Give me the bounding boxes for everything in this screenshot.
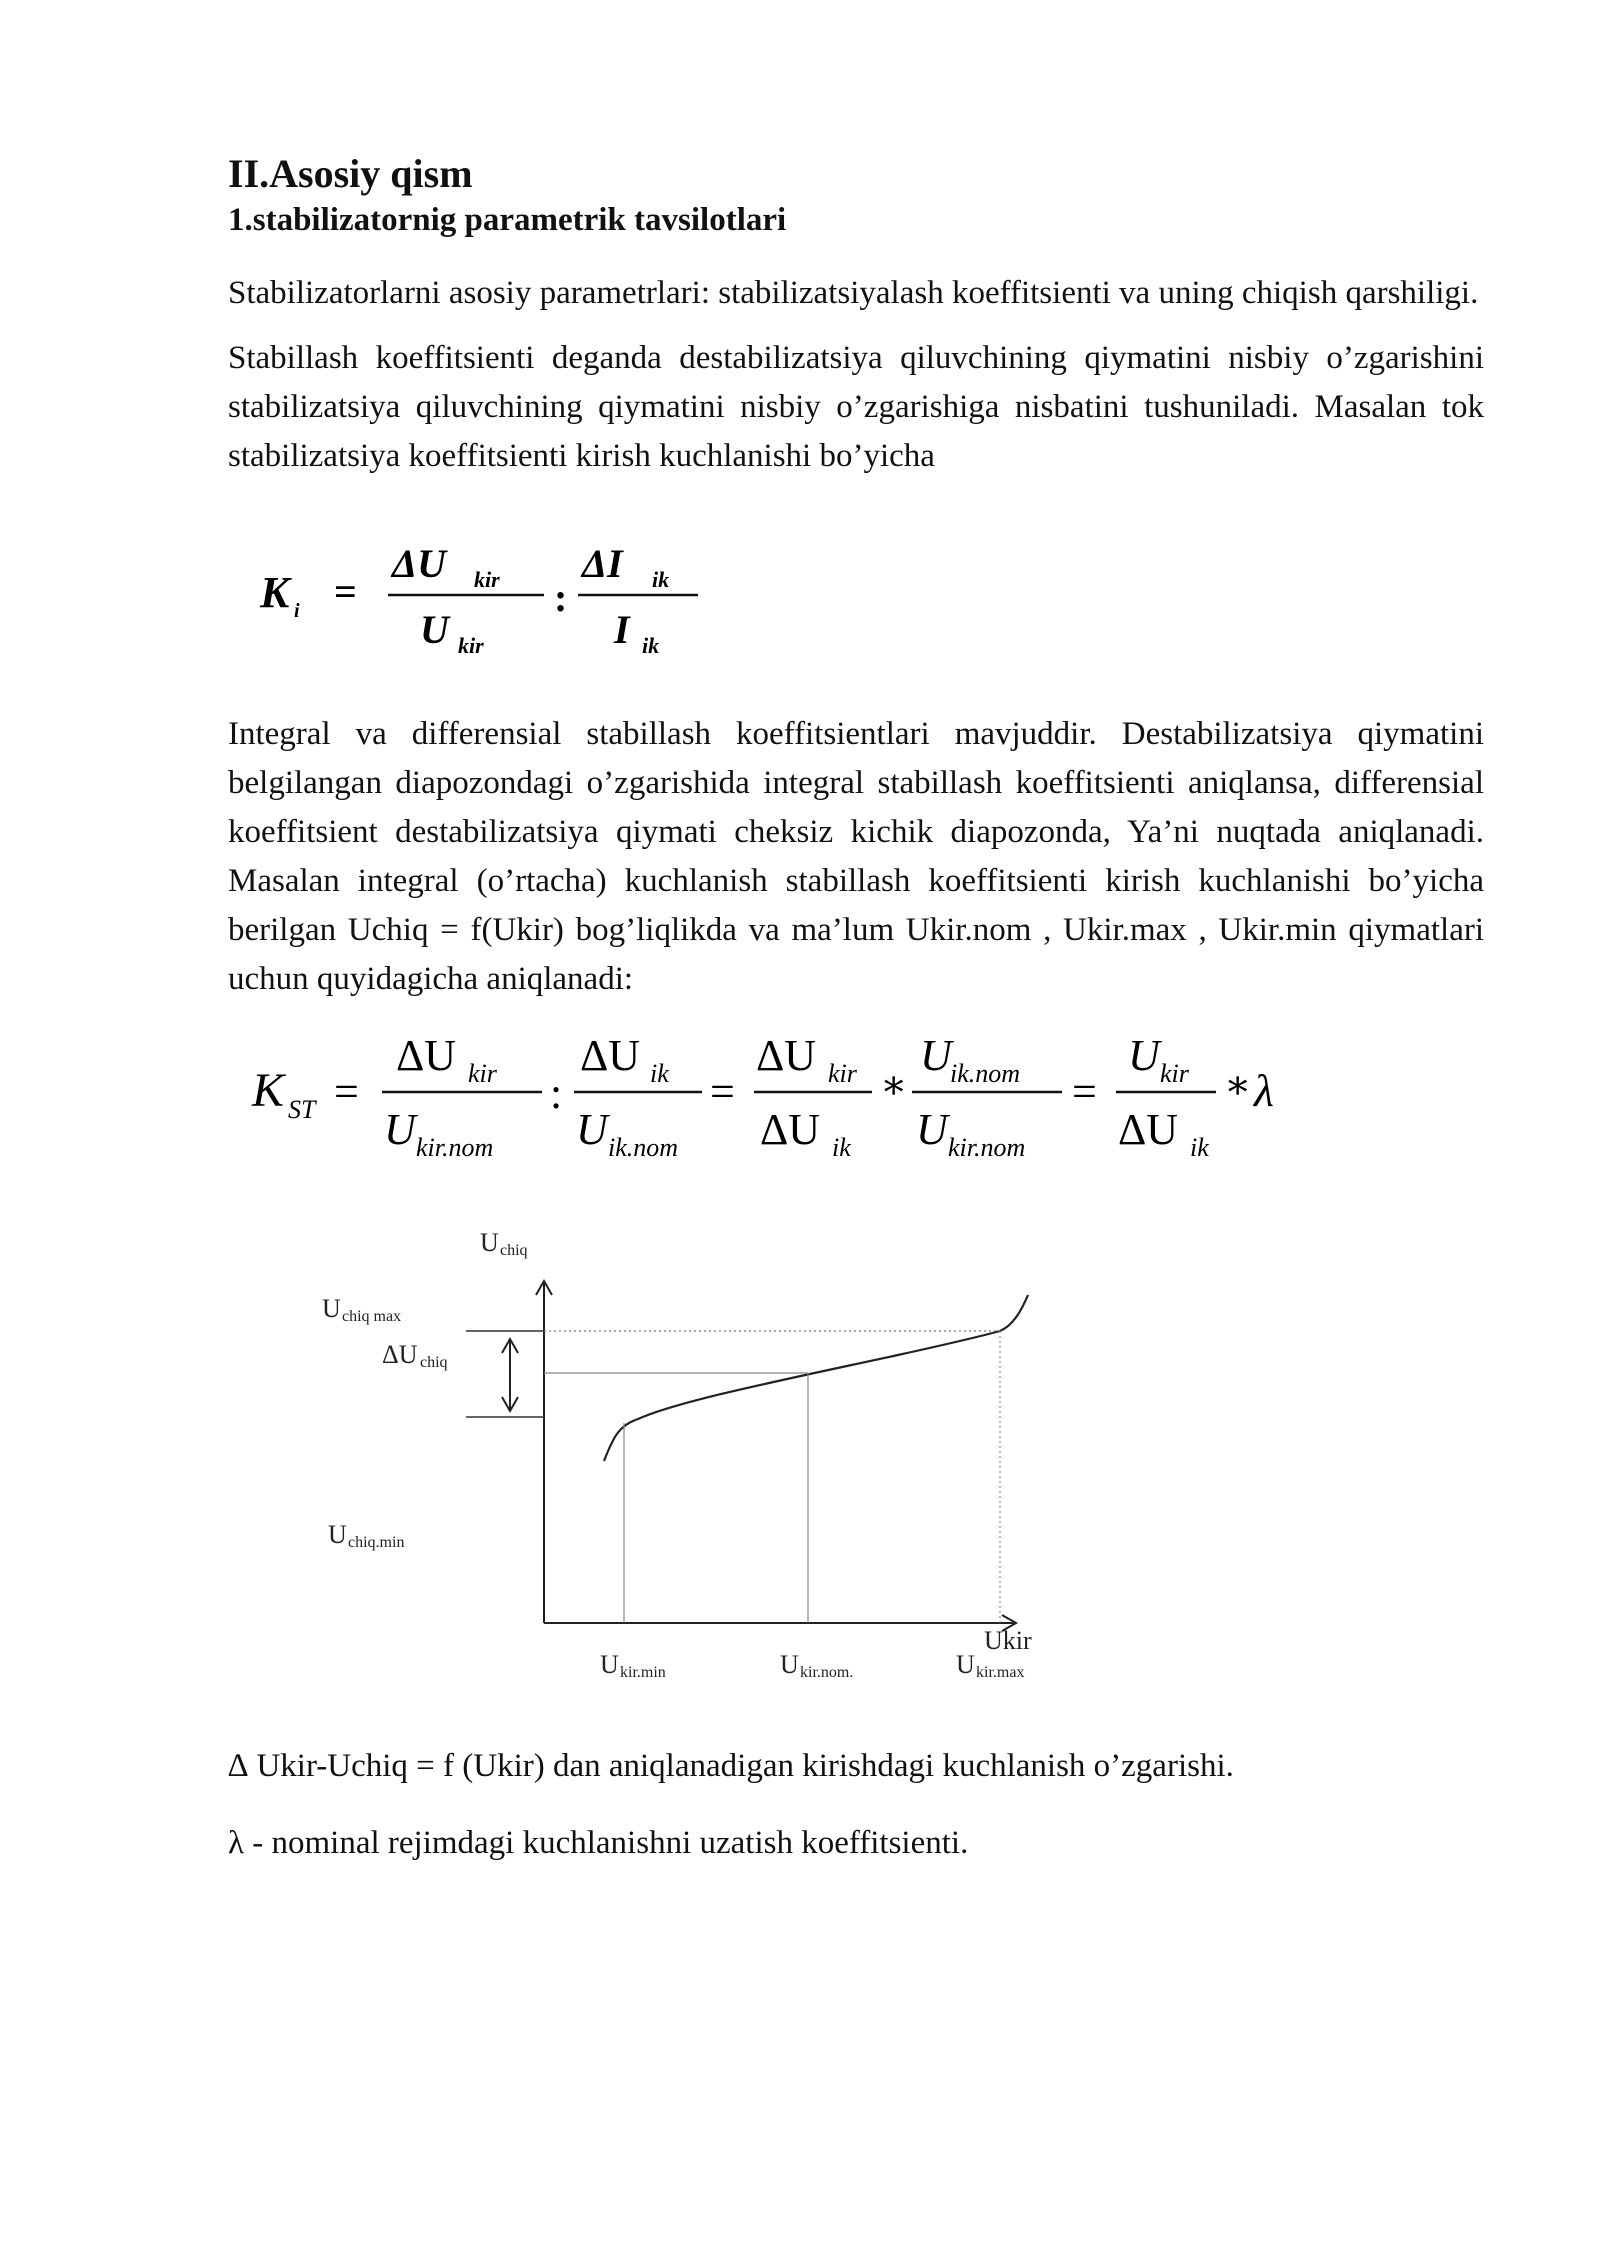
formula1-num1-sub: kir <box>474 567 500 593</box>
formula-current-stabilization <box>252 525 712 665</box>
formula1-num2: ΔI <box>582 541 623 587</box>
formula2-d-num-sub: ik.nom <box>950 1059 1021 1089</box>
formula2-c-den: ΔU <box>760 1105 821 1155</box>
formula-voltage-stabilization <box>248 1022 1308 1162</box>
y-axis-label: U <box>480 1228 499 1258</box>
paragraph-stabilization-definition: Stabillash koeffitsienti deganda destabilizatsiya qiluvchining qiymatini nisbiy o’zgarishini stabilizatsiya qiluvchining qiymatini nisbiy o’zgarishiga nisbatini tushuniladi. Masalan tok stabilizatsiya koeffitsienti kirish kuchlanishi bo’yicha <box>228 340 1484 475</box>
x-axis-label: Ukir <box>984 1626 1032 1656</box>
delta-label-sub: chiq <box>420 1354 448 1372</box>
formula2-e-num-sub: kir <box>1160 1059 1189 1089</box>
formula1-num1: ΔU <box>392 541 446 587</box>
formula2-e-den: ΔU <box>1118 1105 1179 1155</box>
formula2-b-num: ΔU <box>580 1031 641 1081</box>
formula2-d-num: U <box>920 1031 952 1081</box>
stabilizer-characteristic-graph <box>258 1213 1218 1693</box>
y-axis-label-sub: chiq <box>500 1242 528 1260</box>
x-max-label-sub: kir.max <box>976 1664 1025 1682</box>
legend-delta: ∆ Ukir-Uchiq = f (Ukir) dan aniqlanadigan kirishdagi kuchlanish o’zgarishi. <box>228 1748 1234 1785</box>
formula2-multiply-2: ∗ <box>1224 1062 1252 1108</box>
formula1-lhs-sub: i <box>294 600 300 623</box>
formula2-lhs-sub: ST <box>288 1095 316 1125</box>
y-max-label-sub: chiq max <box>342 1308 402 1326</box>
document-page <box>228 150 1484 1868</box>
formula2-b-den: U <box>576 1105 608 1155</box>
formula2-a-den: U <box>384 1105 416 1155</box>
x-nom-label-sub: kir.nom. <box>800 1664 854 1682</box>
formula1-equals: = <box>334 569 357 615</box>
section-heading: II.Asosiy qism <box>228 151 473 196</box>
formula1-den2-sub: ik <box>642 633 660 659</box>
x-min-label: U <box>600 1650 619 1680</box>
formula2-a-num-sub: kir <box>468 1059 497 1089</box>
formula2-c-num-sub: kir <box>828 1059 857 1089</box>
formula1-lhs: K <box>260 568 290 618</box>
y-min-label-sub: chiq.min <box>348 1534 405 1552</box>
formula1-den1-sub: kir <box>458 633 484 659</box>
formula2-b-num-sub: ik <box>650 1059 669 1089</box>
x-max-label: U <box>956 1650 975 1680</box>
x-nom-label: U <box>780 1650 799 1680</box>
formula2-multiply-1: ∗ <box>880 1062 908 1108</box>
formula1-ratio: : <box>554 575 568 621</box>
formula2-ratio: : <box>550 1069 563 1119</box>
subsection-heading: 1.stabilizatornig parametrik tavsilotlari <box>228 202 787 238</box>
formula2-equals-2: = <box>710 1067 735 1117</box>
paragraph-integral-differential: Integral va differensial stabillash koeffitsientlari mavjuddir. Destabilizatsiya qiymatini belgilangan diapozondagi o’zgarishida integral stabillash koeffitsienti aniqlansa, differensial koeffitsient destabilizatsiya qiymati cheksiz kichik diapozonda, Ya’ni nuqtada aniqlanadi. Masalan integral (o’rtacha) kuchlanish stabillash koeffitsienti kirish kuchlanishi bo’yicha berilgan Uchiq = f(Ukir) bog’liqlikda va ma’lum Ukir.nom , Ukir.max , Ukir.min qiymatlari uchun quyidagicha aniqlanadi: <box>228 716 1484 998</box>
formula2-a-den-sub: kir.nom <box>416 1133 494 1163</box>
formula2-equals-1: = <box>334 1067 359 1117</box>
formula2-equals-3: = <box>1072 1067 1097 1117</box>
paragraph-parameters: Stabilizatorlarni asosiy parametrlari: stabilizatsiyalash koeffitsienti va uning chiqish qarshiligi. <box>228 275 1479 312</box>
formula1-den1: U <box>420 607 449 653</box>
formula2-d-den-sub: kir.nom <box>948 1133 1026 1163</box>
formula1-den2: I <box>614 607 630 653</box>
formula2-lhs: K <box>252 1064 285 1118</box>
formula2-a-num: ΔU <box>396 1031 457 1081</box>
delta-label: ΔU <box>382 1340 418 1370</box>
y-min-label: U <box>328 1520 347 1550</box>
formula2-e-num: U <box>1128 1031 1160 1081</box>
characteristic-curve <box>604 1295 1028 1461</box>
formula1-num2-sub: ik <box>652 567 670 593</box>
formula2-c-den-sub: ik <box>832 1133 851 1163</box>
y-max-label: U <box>322 1294 341 1324</box>
formula2-lambda: λ <box>1254 1065 1274 1117</box>
legend-lambda: λ - nominal rejimdagi kuchlanishni uzatish koeffitsienti. <box>228 1825 969 1862</box>
formula2-c-num: ΔU <box>756 1031 817 1081</box>
formula2-e-den-sub: ik <box>1190 1133 1209 1163</box>
formula2-d-den: U <box>916 1105 948 1155</box>
formula2-b-den-sub: ik.nom <box>608 1133 679 1163</box>
x-min-label-sub: kir.min <box>620 1664 666 1682</box>
